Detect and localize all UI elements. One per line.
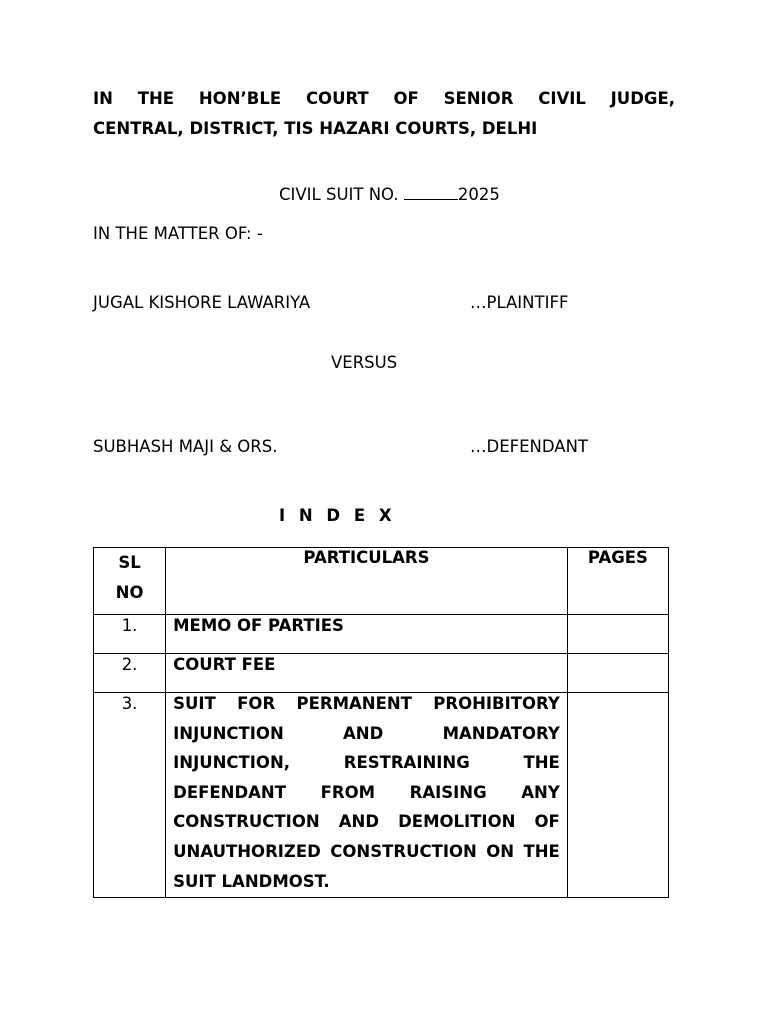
row-particulars-text: SUIT FOR PERMANENT PROHIBITORY INJUNCTION AND MANDATORY INJUNCTION, RESTRAINING THE DEFENDANT FROM RAISING ANY CONSTRUCTION AND DEMOLITION OF UNAUTHORIZED CONSTRUCTION ON THE SUIT LANDMOST. (173, 694, 560, 891)
defendant-role: …DEFENDANT (470, 437, 589, 456)
versus-label: VERSUS (331, 353, 398, 372)
header-sl-line1: SL (118, 553, 141, 572)
plaintiff-role: …PLAINTIFF (470, 293, 569, 312)
header-pages: PAGES (567, 548, 668, 615)
court-title-line2: CENTRAL, DISTRICT, TIS HAZARI COURTS, DELHI (93, 119, 538, 138)
row-sl: 2. (94, 654, 166, 693)
table-row (94, 654, 669, 693)
defendant-name: SUBHASH MAJI & ORS. (93, 437, 278, 456)
suit-year: 2025 (457, 185, 500, 204)
court-title (93, 84, 675, 144)
table-row (94, 615, 669, 654)
row-pages (567, 693, 668, 898)
suit-number-prefix: CIVIL SUIT NO. (279, 185, 404, 204)
header-sl-no (94, 548, 166, 615)
row-pages (567, 654, 668, 693)
row-particulars: COURT FEE (166, 654, 568, 693)
plaintiff-name: JUGAL KISHORE LAWARIYA (93, 293, 311, 312)
header-particulars: PARTICULARS (166, 548, 568, 615)
row-sl: 1. (94, 615, 166, 654)
table-row (94, 693, 669, 898)
table-header-row (94, 548, 669, 615)
suit-number-blank (404, 184, 458, 200)
row-pages (567, 615, 668, 654)
court-title-line1: IN THE HON’BLE COURT OF SENIOR CIVIL JUDGE, (93, 89, 675, 108)
row-particulars (166, 693, 568, 898)
index-title: I N D E X (279, 506, 396, 525)
civil-suit-number (279, 184, 500, 204)
row-sl: 3. (94, 693, 166, 898)
index-table (93, 547, 669, 898)
matter-label: IN THE MATTER OF: - (93, 224, 263, 243)
row-particulars: MEMO OF PARTIES (166, 615, 568, 654)
header-sl-line2: NO (115, 583, 144, 602)
